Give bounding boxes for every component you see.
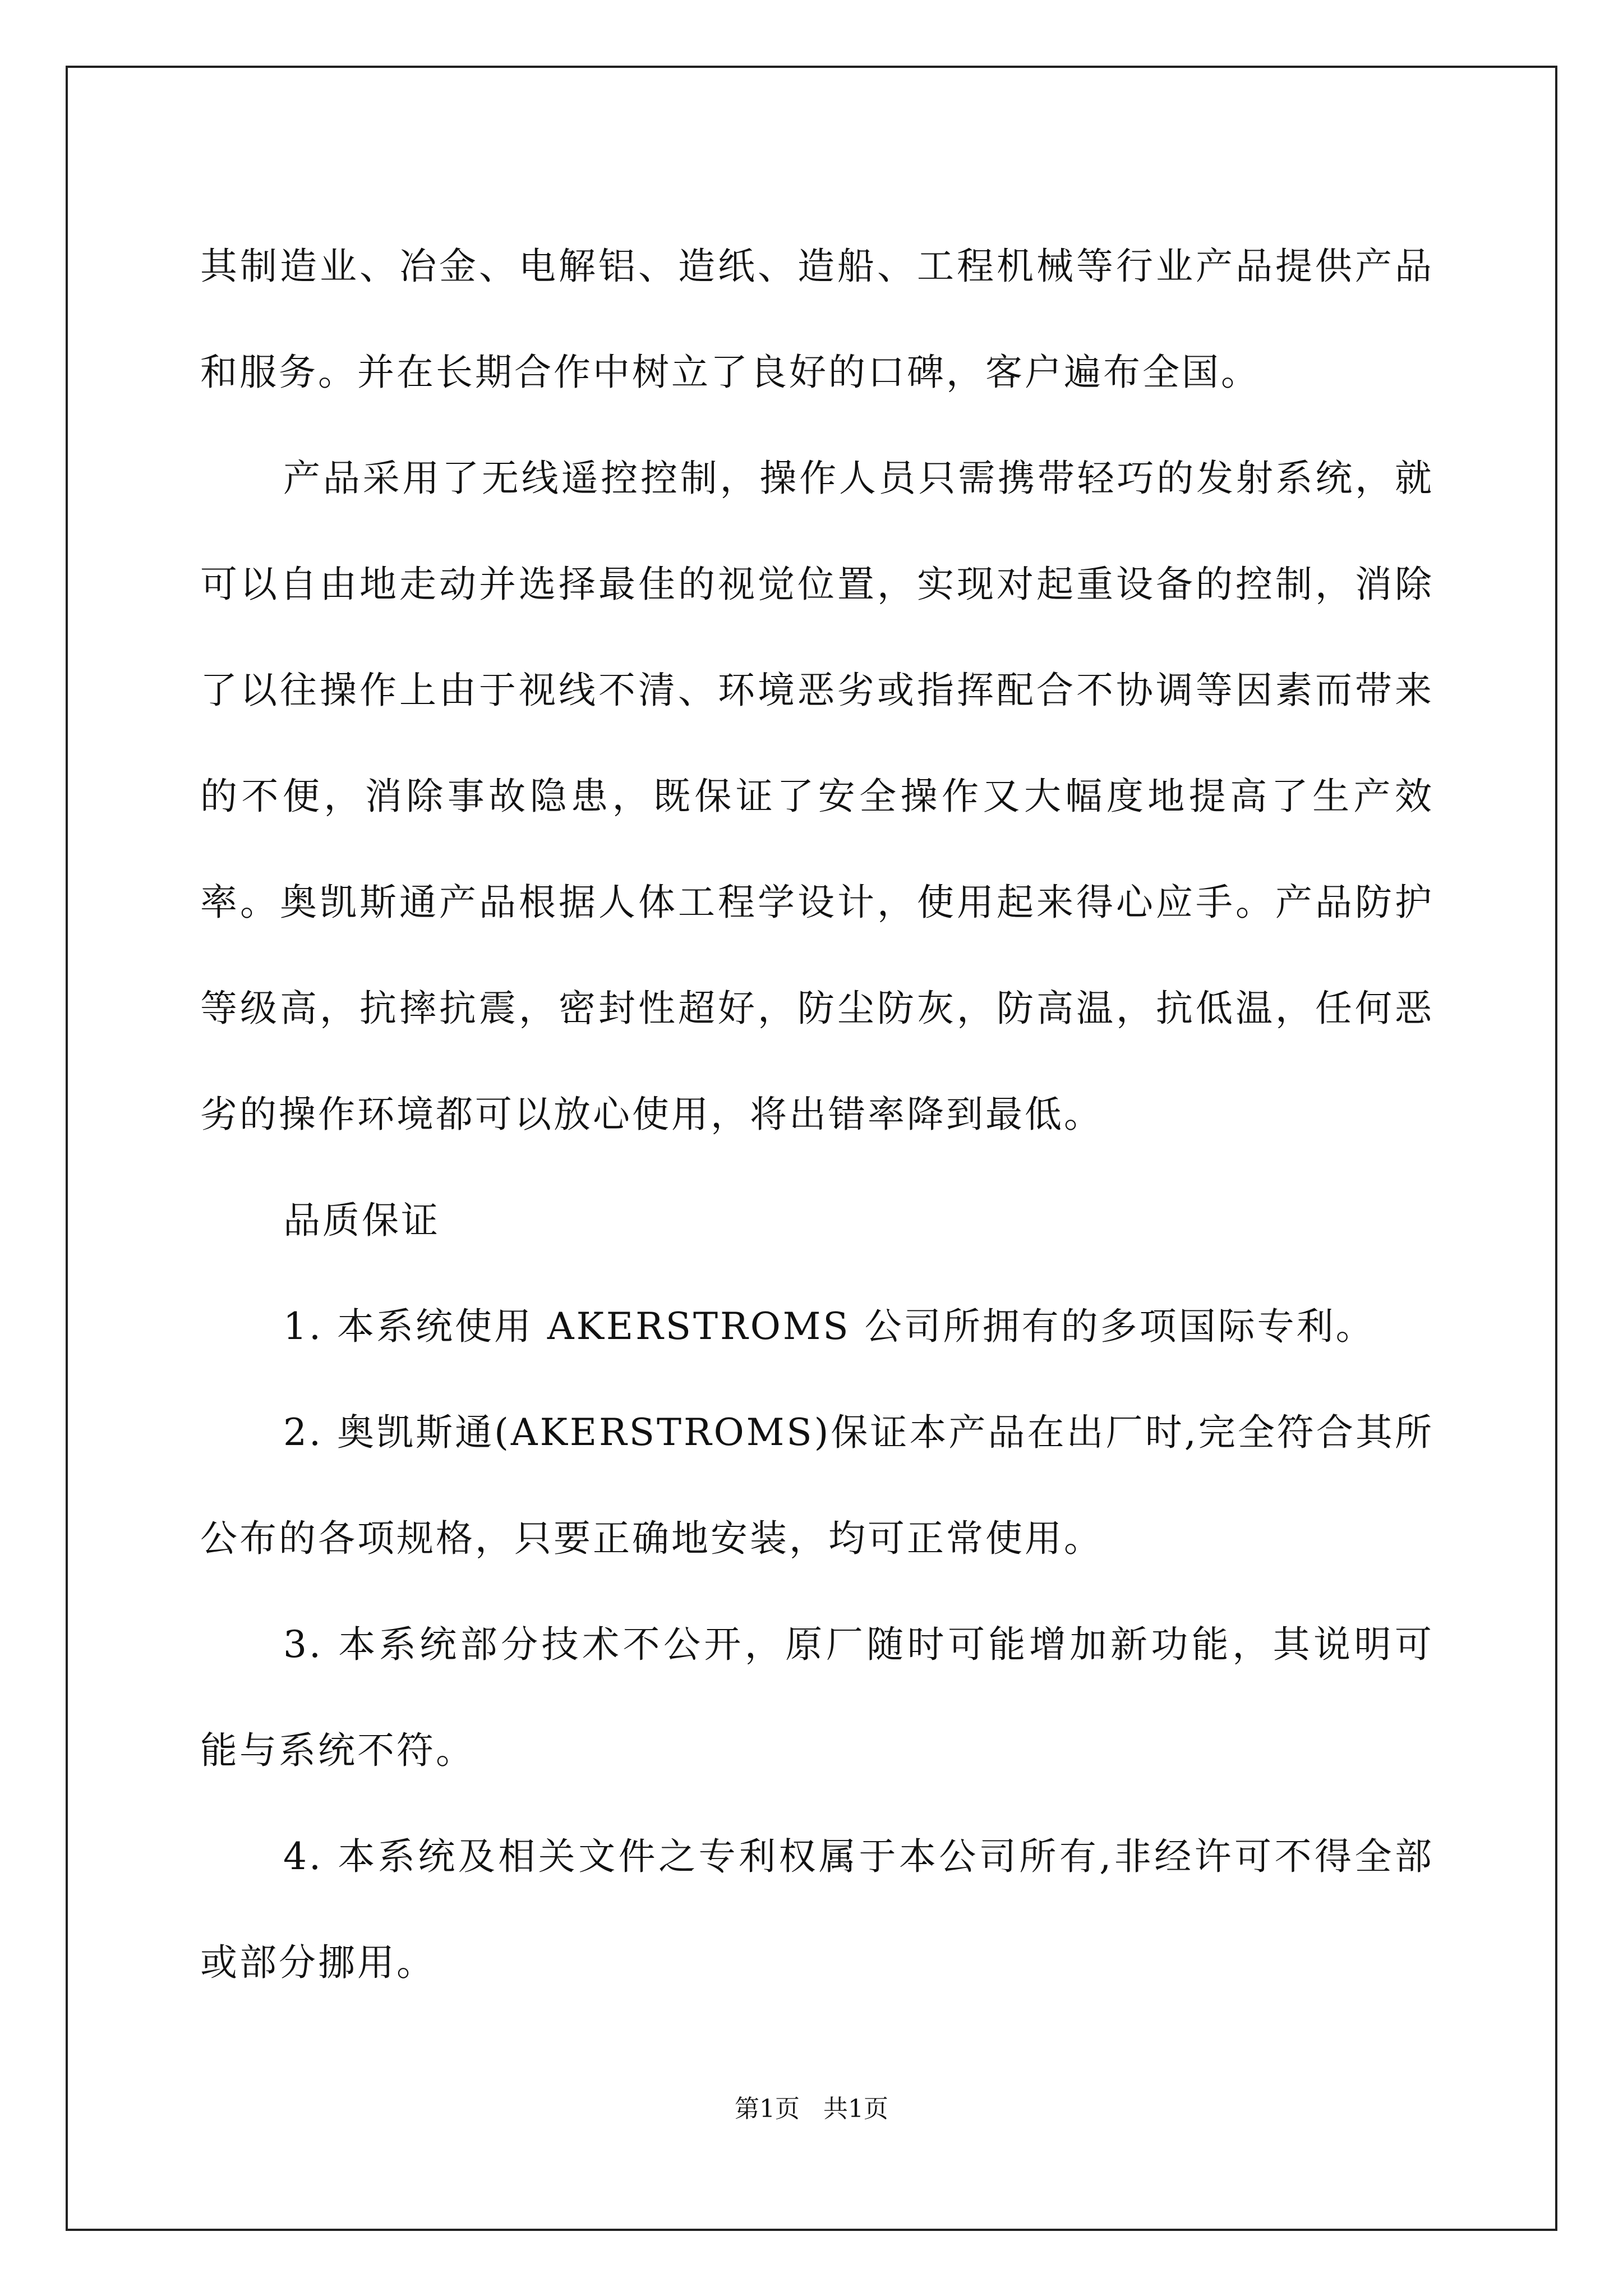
page-total: 共1页 (823, 2095, 888, 2123)
quality-item-1: 1. 本系统使用 AKERSTROMS 公司所拥有的多项国际专利。 (283, 1305, 1375, 1348)
section-heading-quality: 品质保证 (283, 1199, 440, 1242)
page-footer (0, 2092, 1623, 2126)
quality-item-2: 2. 奥凯斯通(AKERSTROMS)保证本产品在出厂时,完全符合其所公布的各项规格，只要正确地安装，均可正常使用。 (200, 1411, 1434, 1560)
quality-item-3: 3. 本系统部分技术不公开，原厂随时可能增加新功能，其说明可能与系统不符。 (200, 1623, 1434, 1772)
quality-item-4: 4. 本系统及相关文件之专利权属于本公司所有,非经许可不得全部或部分挪用。 (200, 1835, 1434, 1984)
paragraph-product-description: 产品采用了无线遥控控制，操作人员只需携带轻巧的发射系统，就可以自由地走动并选择最佳的视觉位置，实现对起重设备的控制，消除了以往操作上由于视线不清、环境恶劣或指挥配合不协调等因素而带来的不便，消除事故隐患，既保证了安全操作又大幅度地提高了生产效率。奥凯斯通产品根据人体工程学设计，使用起来得心应手。产品防护等级高，抗摔抗震，密封性超好，防尘防灰，防高温，抗低温，任何恶劣的操作环境都可以放心使用，将出错率降到最低。 (200, 457, 1434, 1136)
paragraph-industries: 其制造业、冶金、电解铝、造纸、造船、工程机械等行业产品提供产品和服务。并在长期合作中树立了良好的口碑，客户遍布全国。 (200, 245, 1434, 394)
document-body (200, 213, 1434, 2016)
page-number: 第1页 (735, 2095, 800, 2123)
